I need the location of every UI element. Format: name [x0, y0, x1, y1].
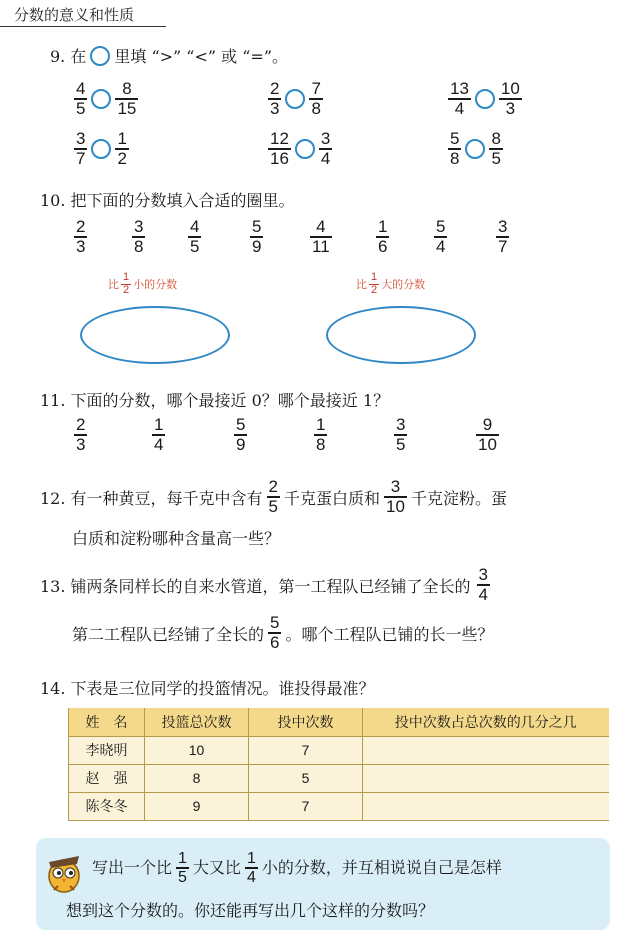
header-underline [0, 26, 166, 27]
q9-prompt [50, 44, 288, 67]
q11-fraction-5: $\frac{3}{5}$ [396, 415, 406, 454]
compare-blank[interactable] [285, 89, 305, 109]
fraction: $\frac{3}{10}$ [386, 477, 405, 516]
q9-pair-4 [74, 130, 129, 168]
tip-line-2: 想到这个分数的。你还能再写出几个这样的分数吗？ [66, 901, 435, 920]
fraction: $\frac{1}{5}$ [178, 850, 187, 886]
table-row [69, 764, 609, 792]
blank-circle-icon [90, 46, 110, 66]
answer-cell[interactable] [363, 792, 609, 820]
owl-mascot-icon [44, 846, 84, 894]
q13-line-1: 13. 铺两条同样长的自来水管道，第一工程队已经铺了全长的 $\frac{3}{4}$ [40, 565, 489, 604]
q13-line-2: 第二工程队已经铺了全长的 $\frac{5}{6}$ 。哪个工程队已铺的长一些？ [72, 613, 494, 652]
column-header: 投中次数 [249, 708, 363, 736]
greater-than-half-circle[interactable] [326, 306, 476, 364]
total-shots: 10 [145, 736, 249, 764]
compare-blank[interactable] [91, 89, 111, 109]
hit-count: 7 [249, 736, 363, 764]
fraction: $\frac{8}{15}$ [117, 79, 137, 118]
fraction: $\frac{7}{8}$ [311, 79, 321, 118]
column-header: 投篮总次数 [145, 708, 249, 736]
total-shots: 9 [145, 792, 249, 820]
q9-label: 9. 在 [50, 47, 87, 66]
q11-fraction-1: $\frac{2}{3}$ [76, 415, 86, 454]
q14-prompt: 14. 下表是三位同学的投篮情况。谁投得最准？ [40, 679, 375, 698]
fraction: $\frac{4}{5}$ [76, 79, 86, 118]
q9-pair-6 [448, 130, 503, 168]
hit-count: 7 [249, 792, 363, 820]
q9-label-after: 里填 “>” “<” 或 “=”。 [114, 47, 289, 66]
circle-label-less-half: 比 $\frac{1}{2}$ 小的分数 [108, 271, 178, 296]
q11-fraction-6: $\frac{9}{10}$ [478, 415, 497, 454]
student-name: 赵 强 [69, 764, 145, 792]
q10-fraction-8: $\frac{3}{7}$ [498, 217, 508, 256]
less-than-half-circle[interactable] [80, 306, 230, 364]
fraction: $\frac{8}{5}$ [491, 129, 501, 168]
q10-fraction-2: $\frac{3}{8}$ [134, 217, 144, 256]
compare-blank[interactable] [91, 139, 111, 159]
circle-label-greater-half: 比 $\frac{1}{2}$ 大的分数 [356, 271, 426, 296]
student-name: 陈冬冬 [69, 792, 145, 820]
column-header: 姓 名 [69, 708, 145, 736]
fraction: $\frac{3}{4}$ [478, 565, 489, 604]
fraction: $\frac{1}{4}$ [246, 850, 256, 886]
fraction: $\frac{1}{2}$ [117, 129, 127, 168]
q9-pair-2 [268, 80, 323, 118]
q10-fraction-6: $\frac{1}{6}$ [378, 217, 388, 256]
answer-cell[interactable] [363, 764, 609, 792]
q10-fraction-3: $\frac{4}{5}$ [190, 217, 200, 256]
q9-pair-5 [268, 130, 332, 168]
section-title: 分数的意义和性质 [14, 6, 135, 24]
compare-blank[interactable] [295, 139, 315, 159]
q9-pair-3 [448, 80, 522, 118]
answer-cell[interactable] [363, 736, 609, 764]
q10-fraction-5: $\frac{4}{11}$ [312, 217, 330, 256]
fraction: $\frac{2}{5}$ [268, 477, 279, 516]
compare-blank[interactable] [465, 139, 485, 159]
q11-prompt: 11. 下面的分数，哪个最接近 0？哪个最接近 1？ [40, 391, 390, 410]
q10-fraction-4: $\frac{5}{9}$ [252, 217, 262, 256]
fraction: $\frac{5}{8}$ [450, 129, 460, 168]
table-header-row [69, 708, 609, 736]
total-shots: 8 [145, 764, 249, 792]
q12-line-2: 白质和淀粉哪种含量高一些？ [72, 529, 281, 548]
fraction: $\frac{10}{3}$ [500, 79, 520, 118]
table-row [69, 792, 609, 820]
compare-blank[interactable] [475, 89, 495, 109]
q11-fraction-3: $\frac{5}{9}$ [236, 415, 246, 454]
column-header: 投中次数占总次数的几分之几 [363, 708, 609, 736]
fraction: $\frac{3}{4}$ [320, 129, 331, 168]
tip-line-1: 写出一个比 $\frac{1}{5}$ 大又比 $\frac{1}{4}$ 小的分数，并互相说说自己是怎样 [92, 850, 502, 886]
fraction: $\frac{12}{16}$ [270, 129, 289, 168]
fraction: $\frac{5}{6}$ [270, 613, 280, 652]
fraction: $\frac{2}{3}$ [270, 79, 280, 118]
hit-count: 5 [249, 764, 363, 792]
q12-line-1: 12. 有一种黄豆，每千克中含有 $\frac{2}{5}$ 千克蛋白质和 $\frac{3}{10}$ 千克淀粉。蛋 [40, 477, 507, 516]
q11-fraction-2: $\frac{1}{4}$ [154, 415, 164, 454]
student-name: 李晓明 [69, 736, 145, 764]
q10-fraction-1: $\frac{2}{3}$ [76, 217, 86, 256]
shooting-table [68, 708, 609, 821]
q11-fraction-4: $\frac{1}{8}$ [316, 415, 326, 454]
q9-pair-1 [74, 80, 138, 118]
q10-prompt: 10. 把下面的分数填入合适的圈里。 [40, 191, 295, 210]
table-row [69, 736, 609, 764]
fraction: $\frac{3}{7}$ [76, 129, 86, 168]
fraction: $\frac{13}{4}$ [450, 79, 469, 118]
q10-fraction-7: $\frac{5}{4}$ [436, 217, 446, 256]
